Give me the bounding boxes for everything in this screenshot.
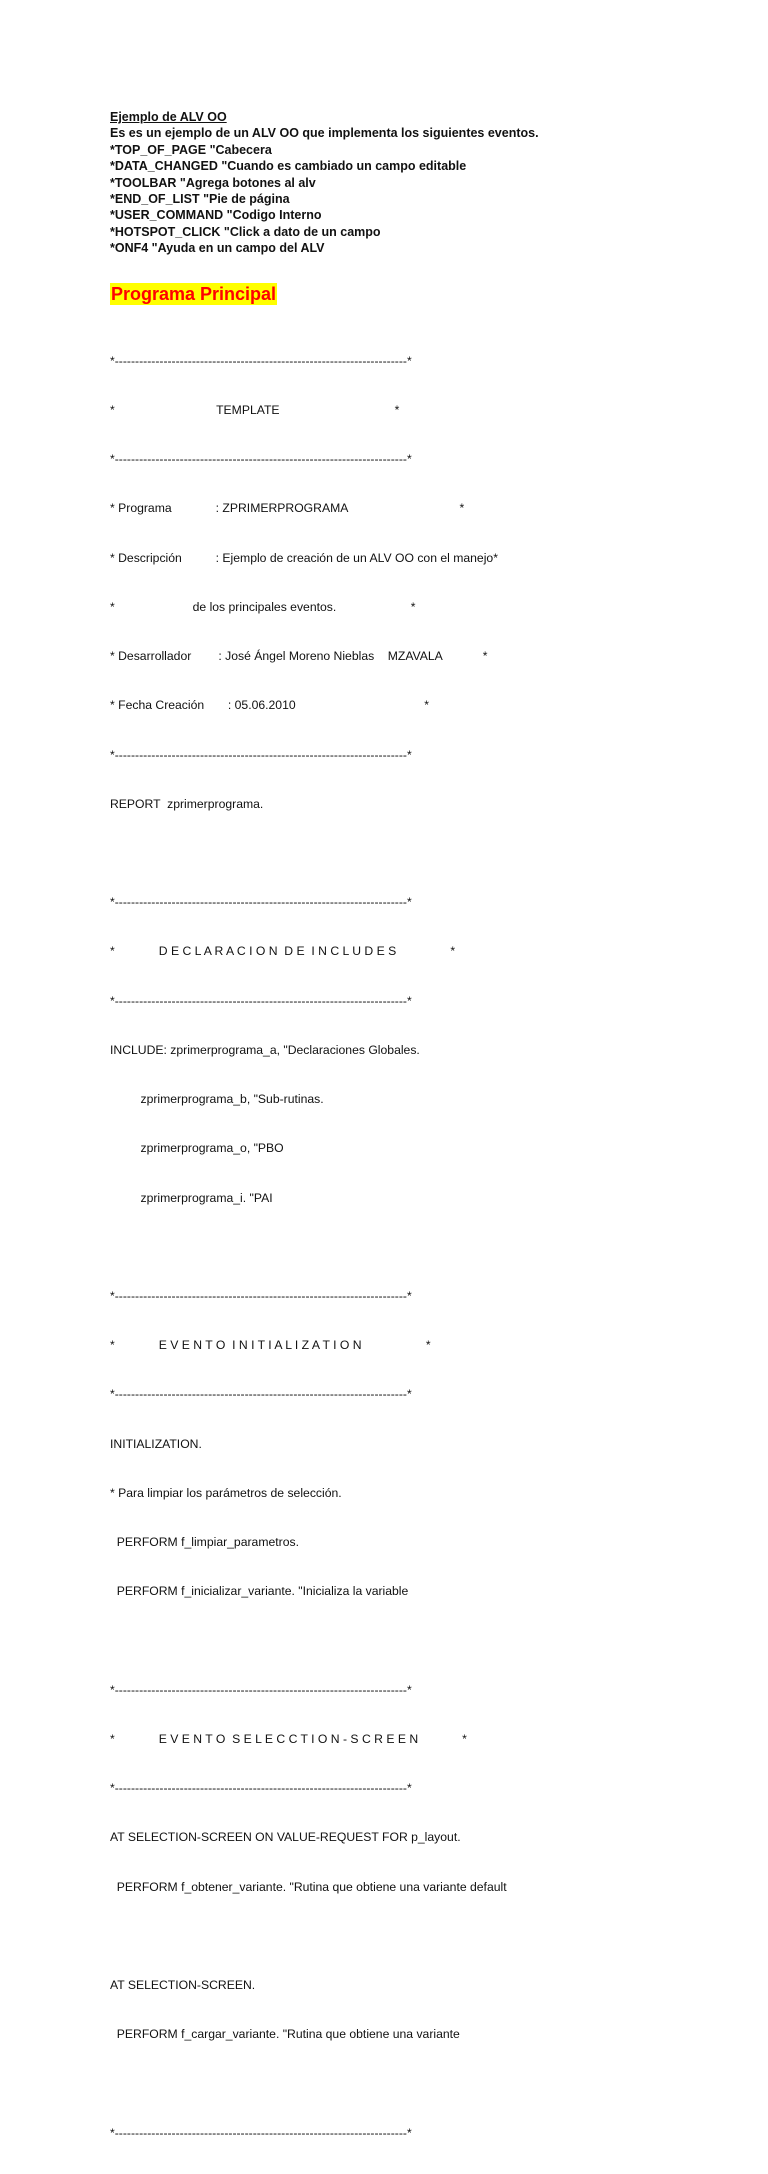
code-line: INCLUDE: zprimerprograma_a, "Declaraciones Globales. [110,1042,420,1057]
code-line: *------------------------------------------------------------------------* [110,1781,412,1796]
code-listing [110,320,507,2174]
code-line: zprimerprograma_b, "Sub-rutinas. [110,1092,324,1107]
code-line: * Descripción : Ejemplo de creación de un ALV OO con el manejo* [110,550,498,565]
code-line: INITIALIZATION. [110,1436,202,1451]
code-line: * Fecha Creación : 05.06.2010 * [110,698,430,713]
code-line: * Desarrollador : José Ángel Moreno Nieblas MZAVALA * [110,649,488,664]
section-heading: Programa Principal [111,284,277,304]
code-line: AT SELECTION-SCREEN ON VALUE-REQUEST FOR p_layout. [110,1830,461,1845]
code-line: PERFORM f_cargar_variante. "Rutina que obtiene una variante [110,2027,460,2042]
code-line: *------------------------------------------------------------------------* [110,1387,412,1402]
code-line: PERFORM f_inicializar_variante. "Inicializa la variable [110,1584,409,1599]
intro-block [110,109,539,257]
intro-line: Es es un ejemplo de un ALV OO que implementa los siguientes eventos. [110,126,539,141]
code-line [110,1633,507,1649]
code-line: PERFORM f_obtener_variante. "Rutina que obtiene una variante default [110,1879,507,1894]
code-line: *------------------------------------------------------------------------* [110,993,412,1008]
code-line: zprimerprograma_o, "PBO [110,1141,284,1156]
code-line: * de los principales eventos. * [110,599,416,614]
intro-line: *DATA_CHANGED "Cuando es cambiado un campo editable [110,159,467,174]
code-line: *------------------------------------------------------------------------* [110,1682,412,1697]
intro-line: *TOP_OF_PAGE "Cabecera [110,142,272,157]
code-line: AT SELECTION-SCREEN. [110,1978,256,1993]
intro-line: *TOOLBAR "Agrega botones al alv [110,175,316,190]
code-line [110,2075,507,2091]
code-line: *------------------------------------------------------------------------* [110,452,412,467]
code-line: * Programa : ZPRIMERPROGRAMA * [110,501,465,516]
intro-line: *ONF4 "Ayuda en un campo del ALV [110,241,325,256]
code-line: *------------------------------------------------------------------------* [110,895,412,910]
code-line [110,1928,507,1944]
code-line [110,1239,507,1255]
intro-line: *END_OF_LIST "Pie de página [110,192,290,207]
code-line: *------------------------------------------------------------------------* [110,2125,412,2140]
intro-line: *HOTSPOT_CLICK "Click a dato de un campo [110,224,381,239]
code-line: * TEMPLATE * [110,403,400,418]
code-line: *------------------------------------------------------------------------* [110,747,412,762]
intro-line: *USER_COMMAND "Codigo Interno [110,208,322,223]
code-line: * D E C L A R A C I O N D E I N C L U D E S * [110,944,456,959]
code-line: * Para limpiar los parámetros de selección. [110,1485,342,1500]
intro-title: Ejemplo de ALV OO [110,110,227,124]
code-line: PERFORM f_limpiar_parametros. [110,1535,299,1550]
code-line: * E V E N T O S E L E C C T I O N - S C R E E N * [110,1731,467,1746]
code-line: *------------------------------------------------------------------------* [110,353,412,368]
code-line: zprimerprograma_i. "PAI [110,1190,273,1205]
code-line: *------------------------------------------------------------------------* [110,1288,412,1303]
code-line [110,845,507,861]
code-line: * E V E N T O I N I T I A L I Z A T I O N * [110,1338,431,1353]
code-line: REPORT zprimerprograma. [110,796,264,811]
